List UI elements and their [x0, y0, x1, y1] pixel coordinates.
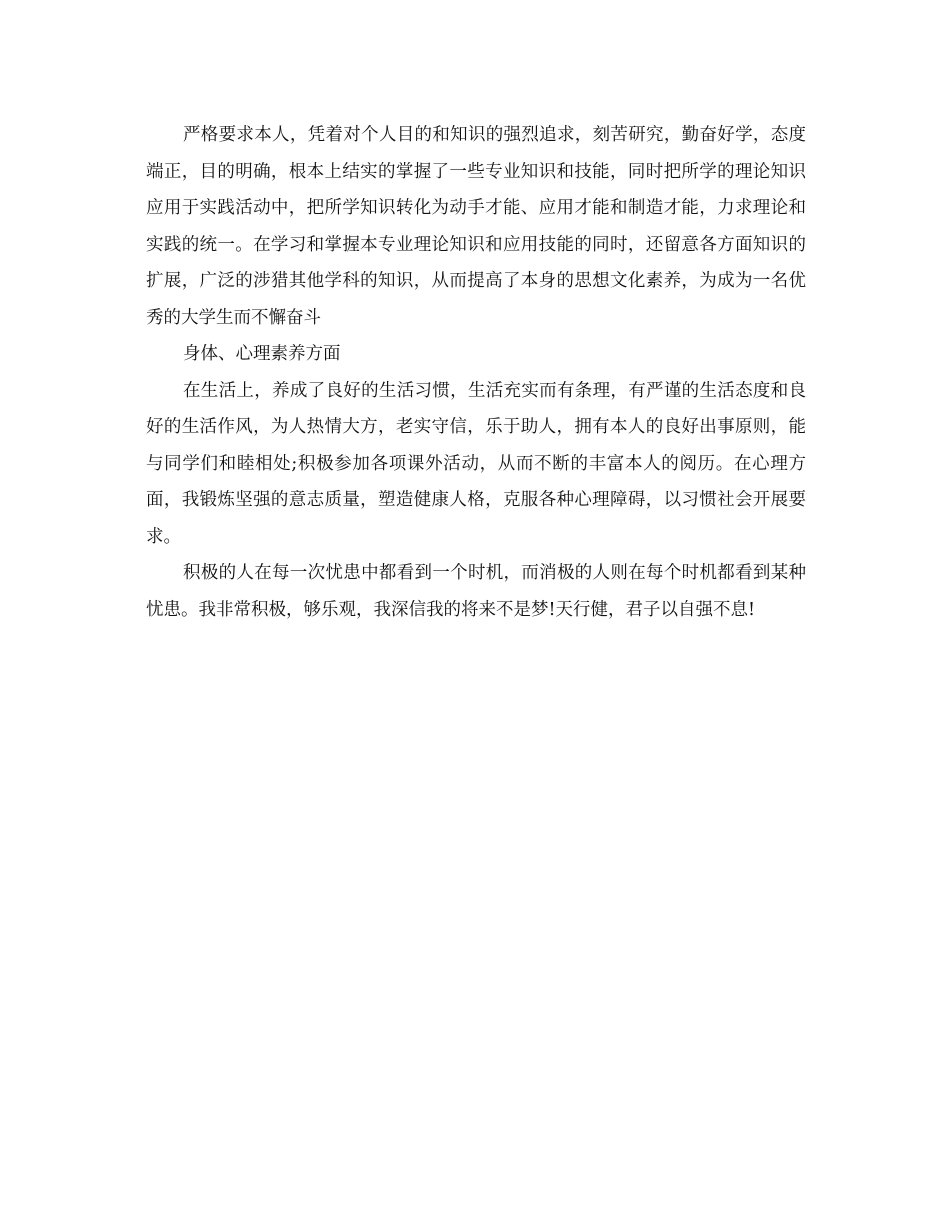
document-body [146, 117, 806, 628]
paragraph-conclusion: 积极的人在每一次忧患中都看到一个时机，而消极的人则在每个时机都看到某种忧患。我非常积极，够乐观，我深信我的将来不是梦!天行健，君子以自强不息! [146, 563, 806, 620]
section-heading-body-mind: 身体、心理素养方面 [183, 344, 341, 364]
paragraph-life: 在生活上，养成了良好的生活习惯，生活充实而有条理，有严谨的生活态度和良好的生活作风，为人热情大方，老实守信，乐于助人，拥有本人的良好出事原则，能与同学们和睦相处;积极参加各项课外活动，从而不断的丰富本人的阅历。在心理方面，我锻炼坚强的意志质量，塑造健康人格，克服各种心理障碍，以习惯社会开展要求。 [146, 380, 806, 547]
paragraph-study: 严格要求本人，凭着对个人目的和知识的强烈追求，刻苦研究，勤奋好学，态度端正，目的明确，根本上结实的掌握了一些专业知识和技能，同时把所学的理论知识应用于实践活动中，把所学知识转化为动手才能、应用才能和制造才能，力求理论和实践的统一。在学习和掌握本专业理论知识和应用技能的同时，还留意各方面知识的扩展，广泛的涉猎其他学科的知识，从而提高了本身的思想文化素养，为成为一名优秀的大学生而不懈奋斗 [146, 125, 806, 328]
